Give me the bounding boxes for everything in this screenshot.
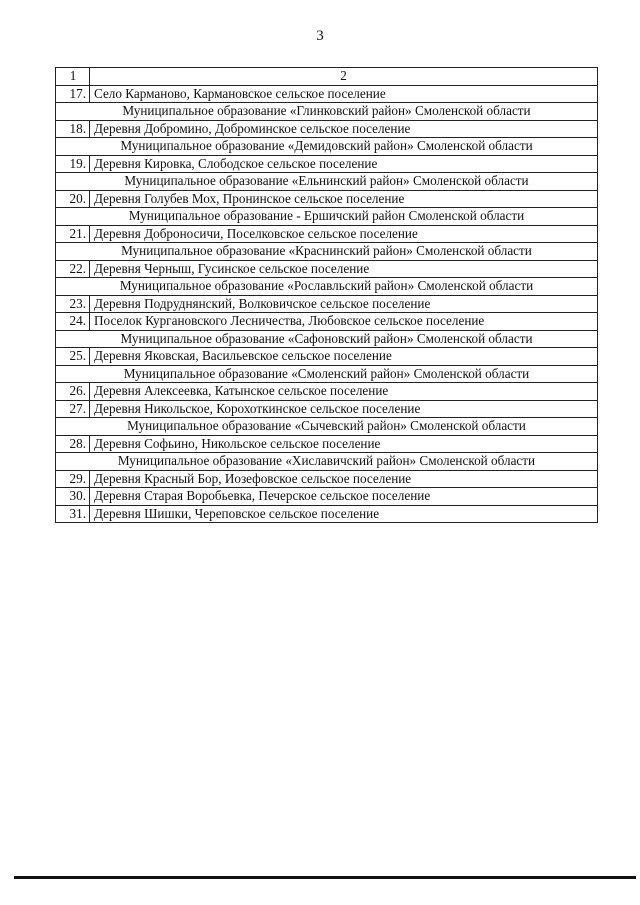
row-number: 25. [56,348,90,366]
table-row [56,120,598,138]
region-row [56,453,598,471]
table-row [56,435,598,453]
region-row [56,138,598,156]
region-row [56,208,598,226]
region-heading: Муниципальное образование «Ельнинский район» Смоленской области [56,173,598,191]
header-col-2: 2 [90,68,598,86]
region-heading: Муниципальное образование «Хиславичский район» Смоленской области [56,453,598,471]
region-row [56,365,598,383]
row-text: Деревня Софьино, Никольское сельское поселение [90,435,598,453]
row-number: 28. [56,435,90,453]
row-number: 24. [56,313,90,331]
row-number: 29. [56,470,90,488]
table-row [56,260,598,278]
table-row [56,225,598,243]
row-text: Деревня Кировка, Слободское сельское поселение [90,155,598,173]
region-heading: Муниципальное образование «Демидовский район» Смоленской области [56,138,598,156]
row-number: 26. [56,383,90,401]
table-row [56,470,598,488]
region-row [56,173,598,191]
row-text: Поселок Кургановского Лесничества, Любовское сельское поселение [90,313,598,331]
row-text: Деревня Алексеевка, Катынское сельское поселение [90,383,598,401]
region-heading: Муниципальное образование «Сафоновский район» Смоленской области [56,330,598,348]
row-number: 19. [56,155,90,173]
table-row [56,313,598,331]
page-number: 3 [316,28,324,44]
region-heading: Муниципальное образование «Краснинский район» Смоленской области [56,243,598,261]
bottom-rule [14,876,636,879]
table-header-row [56,68,598,86]
row-text: Деревня Никольское, Корохоткинское сельское поселение [90,400,598,418]
region-heading: Муниципальное образование «Сычевский район» Смоленской области [56,418,598,436]
region-heading: Муниципальное образование «Глинковский район» Смоленской области [56,103,598,121]
row-text: Деревня Старая Воробьевка, Печерское сельское поселение [90,488,598,506]
region-row [56,418,598,436]
row-text: Деревня Доброносичи, Поселковское сельское поселение [90,225,598,243]
row-number: 17. [56,85,90,103]
row-text: Деревня Голубев Мох, Пронинское сельское поселение [90,190,598,208]
row-number: 31. [56,505,90,523]
row-text: Деревня Подруднянский, Волковичское сельское поселение [90,295,598,313]
region-row [56,330,598,348]
row-number: 18. [56,120,90,138]
row-text: Деревня Шишки, Череповское сельское поселение [90,505,598,523]
row-text: Деревня Добромино, Доброминское сельское поселение [90,120,598,138]
row-text: Село Карманово, Кармановское сельское поселение [90,85,598,103]
row-number: 27. [56,400,90,418]
region-heading: Муниципальное образование «Смоленский район» Смоленской области [56,365,598,383]
region-heading: Муниципальное образование - Ершичский район Смоленской области [56,208,598,226]
table-row [56,488,598,506]
row-number: 30. [56,488,90,506]
table-row [56,85,598,103]
row-text: Деревня Красный Бор, Иозефовское сельское поселение [90,470,598,488]
table-row [56,190,598,208]
table-row [56,155,598,173]
region-row [56,278,598,296]
header-col-1: 1 [56,68,90,86]
region-row [56,243,598,261]
row-text: Деревня Черныш, Гусинское сельское поселение [90,260,598,278]
region-heading: Муниципальное образование «Рославльский район» Смоленской области [56,278,598,296]
row-number: 23. [56,295,90,313]
region-row [56,103,598,121]
row-text: Деревня Яковская, Васильевское сельское поселение [90,348,598,366]
row-number: 20. [56,190,90,208]
row-number: 22. [56,260,90,278]
table-row [56,505,598,523]
table-row [56,295,598,313]
table-row [56,383,598,401]
table-row [56,348,598,366]
row-number: 21. [56,225,90,243]
table-row [56,400,598,418]
settlement-table [55,67,598,523]
